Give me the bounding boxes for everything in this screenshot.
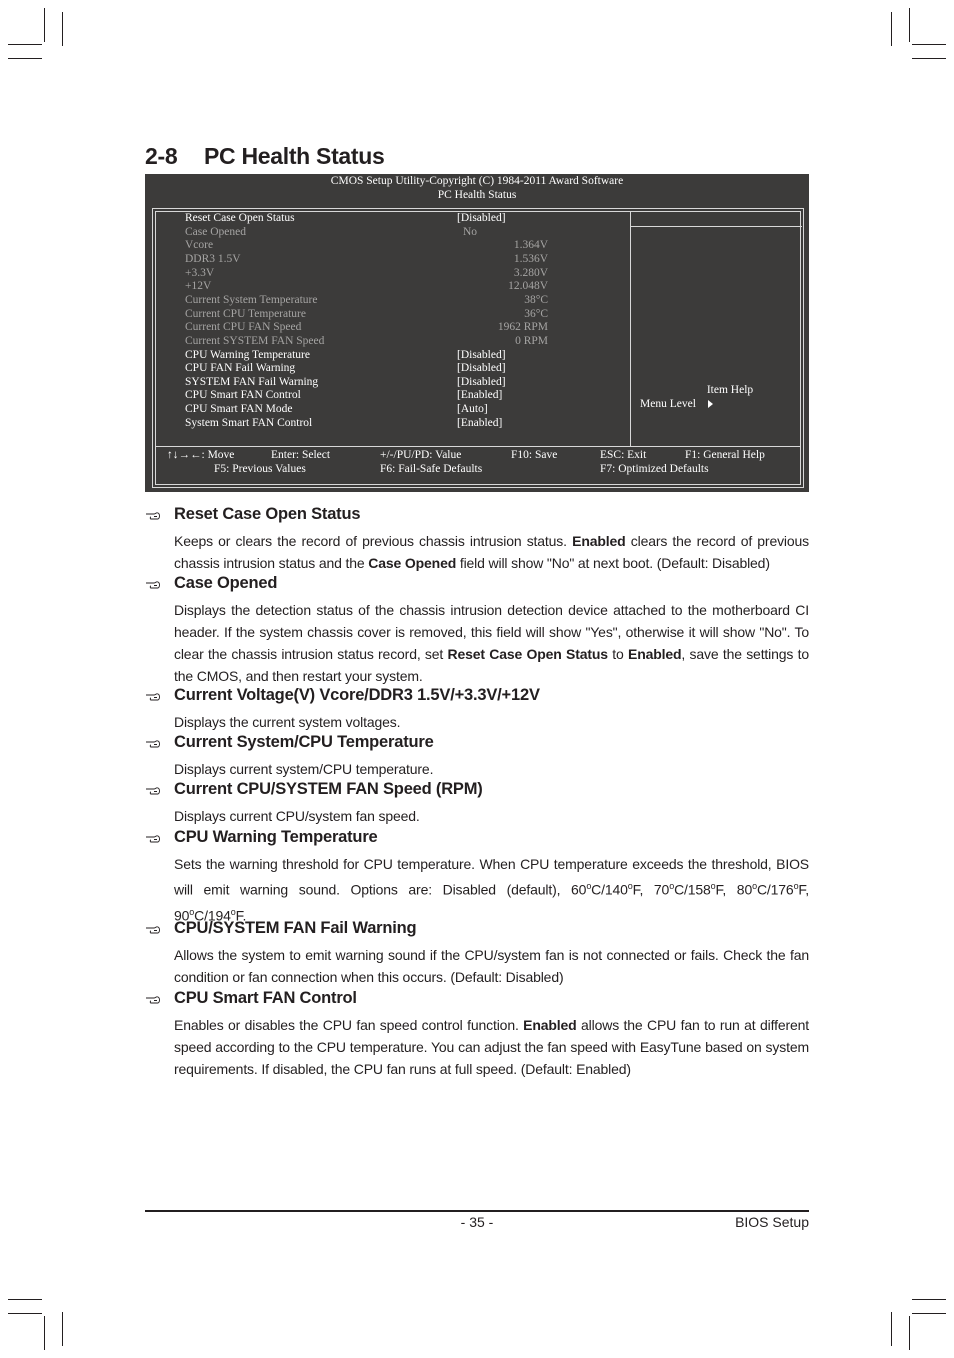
pointing-hand-icon [145,580,161,590]
option-title: Current CPU/SYSTEM FAN Speed (RPM) [174,780,483,798]
page-number: - 35 - [460,1214,494,1230]
bios-setting-label: System Smart FAN Control [185,416,313,429]
footer-section-name: BIOS Setup [735,1214,809,1230]
option-description: Keeps or clears the record of previous chassis intrusion status. Enabled clears the record of previous chassis intrusion status and the Case Opened field will show "No" at next boot. (Default: Disabled) [174,533,810,571]
crop-mark [912,1299,946,1300]
bios-setting-label: CPU Smart FAN Mode [185,403,293,416]
crop-mark [8,1299,42,1300]
bios-setting-row [185,226,615,240]
option-title: CPU/SYSTEM FAN Fail Warning [174,919,417,937]
option-description: Displays the current system voltages. [174,714,401,730]
bios-screen [145,174,809,492]
menu-level [640,398,713,410]
bios-setting-value: 1962 RPM [497,321,548,334]
pointing-hand-icon [145,786,161,796]
bios-setting-row [185,335,615,349]
bios-setting-value: 38°C [524,293,548,306]
bios-setting-row[interactable] [185,349,615,363]
option-description: Displays current system/CPU temperature. [174,761,434,777]
menu-level-label: Menu Level [640,398,696,410]
bios-setting-row[interactable] [185,212,615,226]
bios-setting-value: 1.364V [513,239,548,252]
bios-setting-label: CPU Smart FAN Control [185,389,301,402]
bios-setting-row [185,308,615,322]
bios-setting-value: 36°C [524,307,548,320]
bios-setting-row [185,239,615,253]
bios-setting-value: [Disabled] [457,375,506,388]
bios-header-page: PC Health Status [437,189,517,201]
crop-mark [912,1313,946,1314]
bios-setting-row [185,280,615,294]
crop-mark [8,1313,42,1314]
key-help: F1: General Help [685,449,765,461]
bios-setting-label: CPU FAN Fail Warning [185,362,296,375]
crop-mark [912,58,946,59]
bios-setting-label: Current CPU FAN Speed [185,321,302,334]
option-title: CPU Smart FAN Control [174,989,357,1007]
crop-mark [44,8,45,42]
bios-setting-row[interactable] [185,403,615,417]
bios-setting-label: DDR3 1.5V [185,252,241,265]
bios-setting-row[interactable] [185,362,615,376]
pointing-hand-icon [145,739,161,749]
bios-setting-label: Vcore [185,239,214,252]
section-number: 2-8 [145,143,178,169]
option-description: Sets the warning threshold for CPU temperature. When CPU temperature exceeds the threshold, BIOS will emit warning sound. Options are: Disabled (default), 60$^o$C/140$^o$F, 70$^o$C/158$^o$F, 80$^o$C/176$^o$F, 90$^o$C/194$^o$F. [174,856,810,924]
crop-mark [44,1316,45,1350]
crop-mark [62,1312,63,1346]
bios-header-copyright: CMOS Setup Utility-Copyright (C) 1984-2011 Award Software [330,175,624,187]
item-help-title: Item Help [706,384,754,396]
key-save: F10: Save [511,449,558,461]
bios-setting-label: Current System Temperature [185,293,318,306]
bios-setting-row [185,294,615,308]
crop-mark [8,58,42,59]
footer-rule [145,1210,809,1212]
bios-setting-value: [Enabled] [457,416,503,429]
crop-mark [891,12,892,46]
option-description: Allows the system to emit warning sound if the CPU/system fan is not connected or fails. Check the fan condition or fan connection when this occurs. (Default: Disabled) [174,947,809,985]
bios-setting-value: [Disabled] [457,348,506,361]
key-exit: ESC: Exit [600,449,647,461]
option-description: Displays the detection status of the chassis intrusion detection device attached to the motherboard CI header. If the system chassis cover is removed, this field will show "Yes", otherwise it will show "No". To clear the chassis intrusion status record, set Reset Case Open Status to Enabled, save the settings to the CMOS, and then restart your system. [174,602,809,684]
bios-setting-label: CPU Warning Temperature [185,348,310,361]
crop-mark [909,1316,910,1350]
option-title: CPU Warning Temperature [174,828,378,846]
option-description: Displays current CPU/system fan speed. [174,808,420,824]
bios-setting-value: 1.536V [513,252,548,265]
bios-setting-row[interactable] [185,417,615,431]
pointing-hand-icon [145,692,161,702]
page-title [145,143,385,170]
crop-mark [909,8,910,42]
bios-setting-row[interactable] [185,376,615,390]
bios-setting-label: Case Opened [185,225,246,238]
bios-setting-row [185,253,615,267]
key-move: ↑↓→←: Move [167,449,235,461]
bios-setting-value: [Disabled] [457,362,506,375]
option-title: Reset Case Open Status [174,505,361,523]
crop-mark [891,1312,892,1346]
arrow-right-icon [708,400,713,408]
bios-setting-row [185,321,615,335]
key-optimized: F7: Optimized Defaults [600,463,709,475]
option-title: Current System/CPU Temperature [174,733,434,751]
bios-setting-row[interactable] [185,389,615,403]
key-failsafe: F6: Fail-Safe Defaults [380,463,483,475]
option-title: Current Voltage(V) Vcore/DDR3 1.5V/+3.3V/+12V [174,686,540,704]
pointing-hand-icon [145,995,161,1005]
crop-mark [912,44,946,45]
crop-mark [62,12,63,46]
bios-setting-label: Current CPU Temperature [185,307,306,320]
key-value: +/-/PU/PD: Value [380,449,462,461]
panel-divider [630,212,631,446]
bios-setting-value: 12.048V [508,280,548,293]
key-enter: Enter: Select [271,449,331,461]
crop-mark [8,44,42,45]
key-prev-values: F5: Previous Values [214,463,306,475]
bios-setting-label: Reset Case Open Status [185,212,295,224]
section-title-text: PC Health Status [204,143,385,169]
option-description: Enables or disables the CPU fan speed control function. Enabled allows the CPU fan to run at different speed according to the CPU temperature. You can adjust the fan speed with EasyTune based on system requirements. If disabled, the CPU fan runs at full speed. (Default: Enabled) [174,1017,809,1077]
bios-setting-row [185,267,615,281]
bios-setting-value: [Disabled] [457,212,506,224]
pointing-hand-icon [145,511,161,521]
bios-setting-value: [Auto] [457,403,488,416]
bios-setting-label: SYSTEM FAN Fail Warning [185,375,319,388]
bios-setting-label: +3.3V [185,266,215,279]
option-title: Case Opened [174,574,278,592]
bios-setting-value: No [463,225,478,238]
help-divider [630,226,802,227]
bios-setting-value: 0 RPM [515,334,548,347]
bios-setting-label: Current SYSTEM FAN Speed [185,334,325,347]
panel-divider [156,446,800,447]
bios-setting-label: +12V [185,280,212,293]
pointing-hand-icon [145,834,161,844]
pointing-hand-icon [145,925,161,935]
bios-setting-value: 3.280V [513,266,548,279]
bios-setting-value: [Enabled] [457,389,503,402]
